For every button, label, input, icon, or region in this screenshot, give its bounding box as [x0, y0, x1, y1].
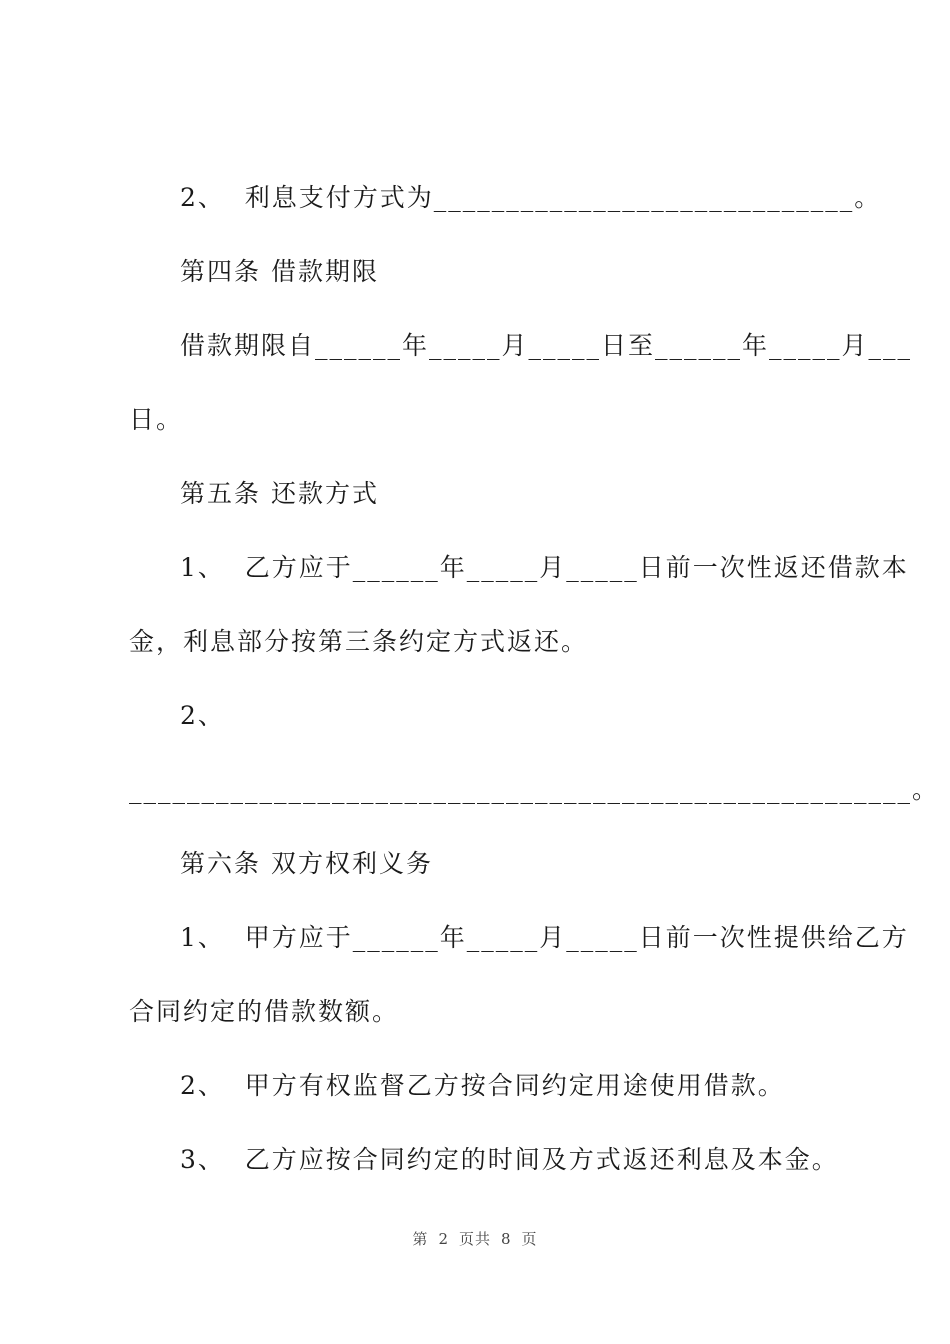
- footer-prefix: 第: [412, 1230, 429, 1248]
- page-footer: [0, 1228, 950, 1249]
- obligation-item-2: 2、 甲方有权监督乙方按合同约定用途使用借款。: [180, 1071, 785, 1100]
- repayment-item-2-blank: ______________________________________________________。: [129, 775, 940, 804]
- article-five-heading: 第五条 还款方式: [180, 479, 379, 508]
- loan-term-continuation: 日。: [129, 405, 184, 434]
- obligation-item-1: 1、 甲方应于______年_____月_____日前一次性提供给乙方: [180, 923, 909, 952]
- footer-page-number: 2: [438, 1230, 449, 1248]
- obligation-item-1-continuation: 合同约定的借款数额。: [129, 997, 400, 1026]
- repayment-item-1: 1、 乙方应于______年_____月_____日前一次性返还借款本: [180, 553, 909, 582]
- loan-term-line: 借款期限自______年_____月_____日至______年_____月___: [180, 331, 913, 360]
- article-six-heading: 第六条 双方权利义务: [180, 849, 433, 878]
- article-four-heading: 第四条 借款期限: [180, 257, 379, 286]
- repayment-item-2: 2、: [180, 701, 225, 730]
- interest-payment-line: 2、 利息支付方式为_____________________________。: [180, 183, 882, 212]
- footer-suffix: 页: [521, 1230, 538, 1248]
- repayment-item-1-continuation: 金，利息部分按第三条约定方式返还。: [129, 627, 589, 656]
- footer-mid: 页共: [458, 1230, 491, 1248]
- obligation-item-3: 3、 乙方应按合同约定的时间及方式返还利息及本金。: [180, 1145, 839, 1174]
- footer-page-total: 8: [501, 1230, 512, 1248]
